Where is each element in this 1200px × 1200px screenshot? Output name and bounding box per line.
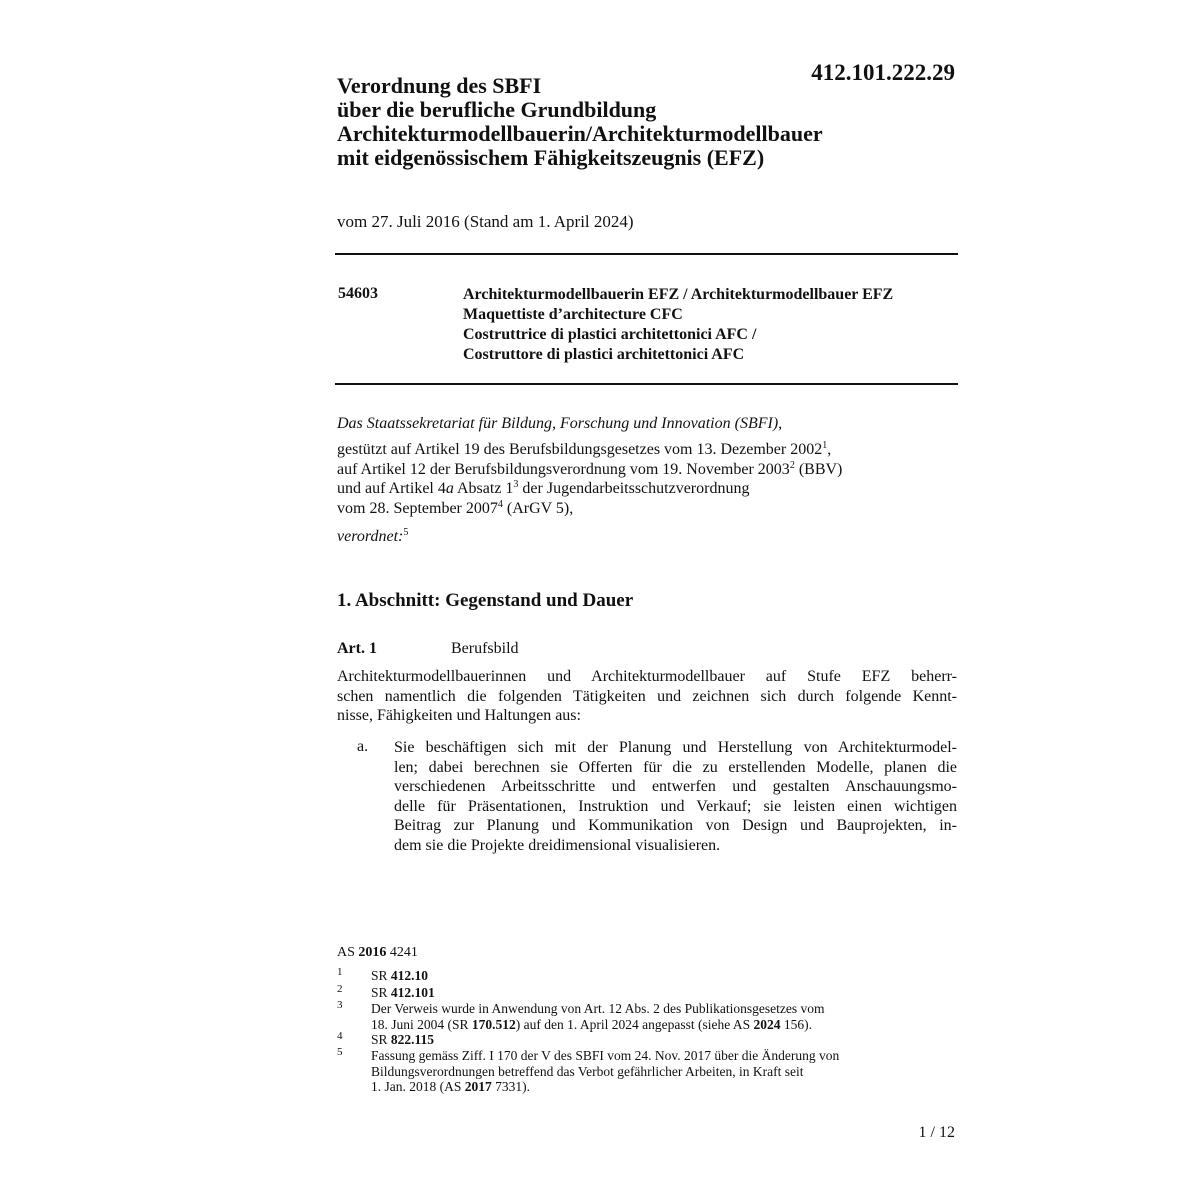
as-reference: [337, 945, 418, 961]
occupation-code: 54603: [338, 285, 378, 302]
as-year: 2016: [358, 945, 387, 960]
footnote-text: Bildungsverordnungen betreffend das Verbot gefährlicher Arbeiten, in Kraft seit: [371, 1063, 804, 1079]
basis-text: ,: [827, 441, 832, 458]
footnote-ref[interactable]: 4: [497, 498, 503, 510]
footnote-ref[interactable]: 3: [513, 479, 519, 490]
footnote-number: 3: [337, 999, 343, 1011]
page-number: 1 / 12: [918, 1124, 955, 1141]
title-line: Architekturmodellbauerin/Architekturmodellbauer: [337, 121, 823, 146]
item-line: len; dabei berechnen sie Offerten für die zu erstellenden Modelle, planen die: [394, 758, 957, 776]
legal-basis-line: [337, 499, 842, 519]
footnote-text: SR: [371, 1032, 391, 1047]
basis-text: Absatz 1: [453, 480, 514, 497]
list-item: [394, 738, 957, 855]
article-body: [337, 667, 957, 726]
footnote-number: 2: [337, 983, 343, 995]
sr-number: 412.101.222.29: [811, 60, 955, 85]
basis-text-italic: a: [445, 480, 454, 497]
footnote-text: SR: [371, 968, 391, 983]
footnote-text: 156).: [780, 1016, 812, 1032]
footnote-link[interactable]: 170.512: [471, 1016, 516, 1032]
body-line: schen namentlich die folgenden Tätigkeiten und zeichnen sich durch folgende Kennt-: [337, 687, 957, 705]
footnote-link[interactable]: 412.101: [390, 985, 435, 1000]
footnote-text: 7331).: [491, 1079, 530, 1094]
footnote-link[interactable]: 2024: [753, 1016, 781, 1032]
item-line: dem sie die Projekte dreidimensional visualisieren.: [394, 836, 721, 854]
footnote-number: 1: [337, 966, 343, 978]
body-line: Architekturmodellbauerinnen und Architekturmodellbauer auf Stufe EFZ beherr-: [337, 668, 957, 685]
legal-basis: [337, 440, 842, 518]
footnote-text: ) auf den 1. April 2024 angepasst (siehe AS: [515, 1016, 754, 1032]
footnote-number: 5: [337, 1046, 343, 1058]
footnote: [337, 985, 957, 1001]
item-line: Sie beschäftigen sich mit der Planung und Herstellung von Architekturmodel-: [394, 739, 957, 756]
footnote: [337, 1032, 957, 1048]
list-item-letter: a.: [357, 738, 369, 755]
article-title: Berufsbild: [451, 640, 519, 657]
occupation-name: Maquettiste d’architecture CFC: [463, 306, 683, 323]
occupation-names: [463, 285, 893, 365]
footnote: [337, 968, 957, 984]
section-heading: 1. Abschnitt: Gegenstand und Dauer: [337, 590, 634, 611]
basis-text: (ArGV 5),: [502, 499, 574, 517]
footnote-number: 4: [337, 1030, 343, 1042]
footnote-ref[interactable]: 5: [403, 527, 409, 538]
item-line: verschiedenen Arbeitsschritte und entwerfen und gestalten Anschauungsmo-: [394, 778, 957, 795]
title-line: Verordnung des SBFI: [337, 73, 542, 98]
basis-text: und auf Artikel 4: [337, 480, 446, 497]
footnote-link[interactable]: 2017: [464, 1079, 492, 1094]
as-text: AS: [337, 945, 359, 960]
basis-text: auf Artikel 12 der Berufsbildungsverordnung vom 19. November 2003: [337, 460, 790, 478]
article-number: Art. 1: [337, 640, 377, 657]
footnote-text: Der Verweis wurde in Anwendung von Art. 12 Abs. 2 des Publikationsgesetzes vom: [371, 1001, 825, 1016]
footnote-text: 1. Jan. 2018 (AS: [371, 1079, 465, 1094]
footnote-text: Fassung gemäss Ziff. I 170 der V des SBFI vom 24. Nov. 2017 über die Änderung von: [371, 1048, 840, 1063]
decree-text: verordnet:: [337, 528, 404, 545]
occupation-name: Architekturmodellbauerin EFZ / Architekturmodellbauer EFZ: [463, 286, 894, 303]
basis-text: (BBV): [794, 460, 843, 478]
legal-basis-line: [337, 440, 842, 460]
issuer: Das Staatssekretariat für Bildung, Forschung und Innovation (SBFI),: [337, 415, 783, 432]
footnote: [337, 1001, 957, 1033]
as-text: 4241: [386, 945, 418, 960]
legal-basis-line: [337, 460, 842, 480]
decree: [337, 528, 408, 546]
footnote: [337, 1048, 957, 1096]
footnote-link[interactable]: 822.115: [390, 1032, 435, 1047]
basis-text: der Jugendarbeitsschutzverordnung: [518, 480, 750, 497]
title-line: über die berufliche Grundbildung: [337, 97, 657, 122]
occupation-name: Costruttrice di plastici architettonici AFC /: [463, 326, 757, 343]
legal-basis-line: [337, 479, 842, 499]
footnote-link[interactable]: 412.10: [390, 968, 429, 983]
title-line: mit eidgenössischem Fähigkeitszeugnis (EFZ): [337, 145, 765, 170]
body-line: nisse, Fähigkeiten und Haltungen aus:: [337, 707, 581, 724]
document-date: vom 27. Juli 2016 (Stand am 1. April 2024): [337, 212, 634, 231]
basis-text: vom 28. September 2007: [337, 499, 498, 517]
divider-top: [335, 253, 958, 255]
item-line: delle für Präsentationen, Instruktion und Verkauf; sie leisten einen wichtigen: [394, 797, 957, 815]
footnote-ref[interactable]: 1: [822, 440, 828, 451]
item-line: Beitrag zur Planung und Kommunikation von Design und Bauprojekten, in-: [394, 817, 957, 834]
occupation-name: Costruttore di plastici architettonici AFC: [463, 346, 745, 363]
footnote-text: 18. Juni 2004 (SR: [371, 1016, 472, 1032]
document-title: [337, 74, 897, 170]
basis-text: gestützt auf Artikel 19 des Berufsbildungsgesetzes vom 13. Dezember 2002: [337, 441, 823, 458]
footnote-ref[interactable]: 2: [789, 459, 795, 471]
divider-bottom: [335, 383, 958, 385]
footnote-text: SR: [371, 985, 391, 1000]
